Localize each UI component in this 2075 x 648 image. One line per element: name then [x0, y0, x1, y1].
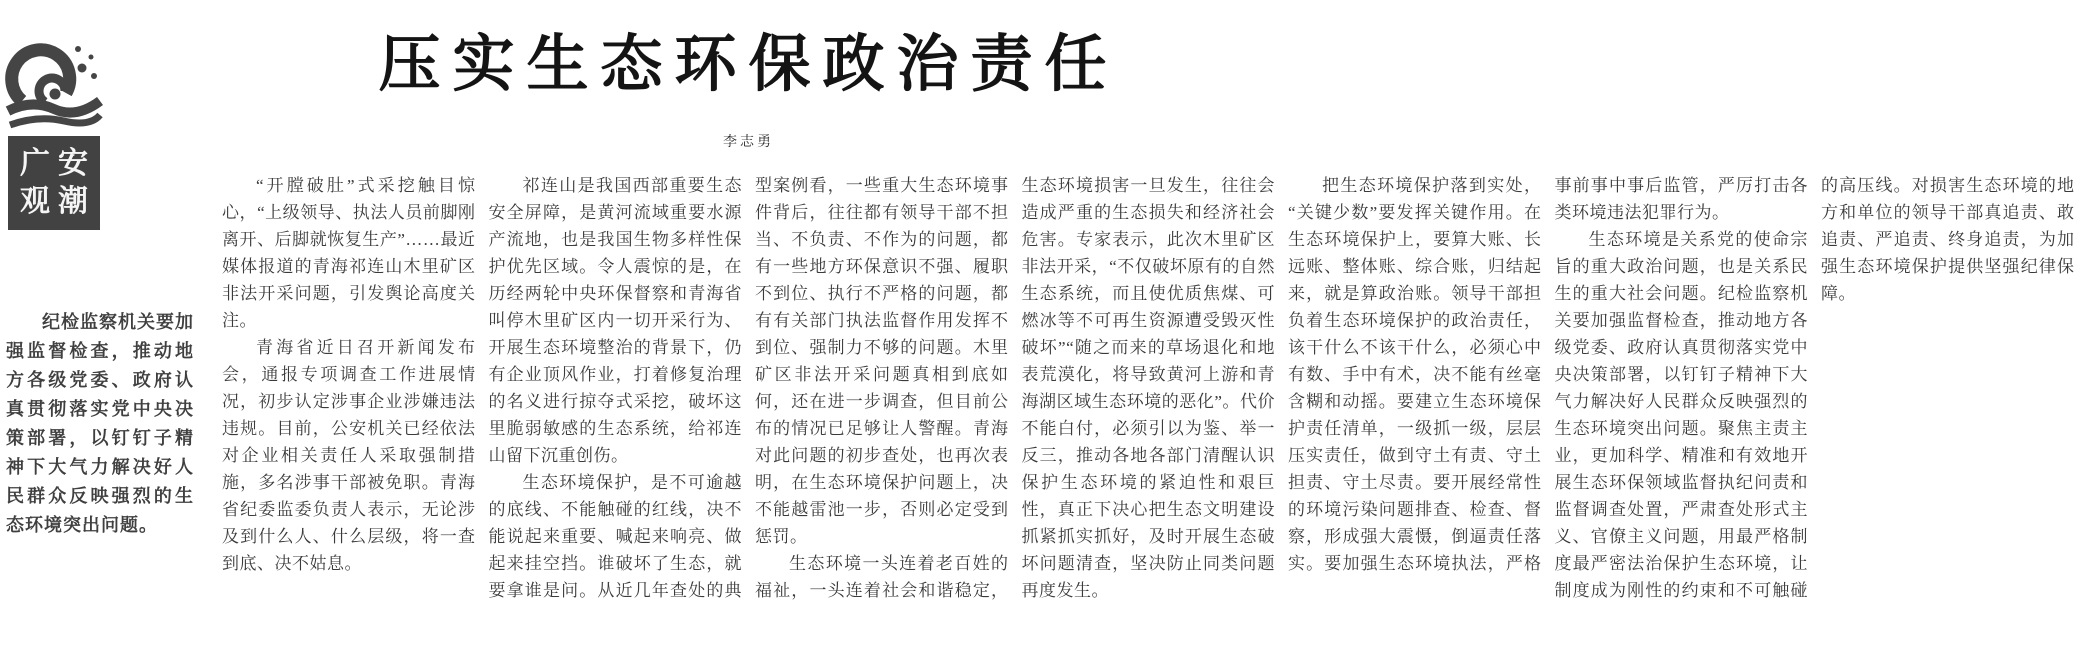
brand-text-line2: 观潮: [20, 185, 96, 218]
article-paragraph: 青海省近日召开新闻发布会，通报专项调查工作进展情况，初步认定涉事企业涉嫌违法违规。目前，公安机关已经依法对企业相关责任人采取强制措施，多名涉事干部被免职。青海省纪委监委负责人表示，无论涉及到什么人、什么层级，将一查到底、决不姑息。: [222, 338, 476, 573]
article-title: 压实生态环保政治责任: [378, 31, 1119, 99]
brand-text-line1: 广安: [20, 147, 96, 180]
article-paragraph: 生态环境是关系党的使命宗旨的重大政治问题，也是关系民生的重大社会问题。纪检监察机关要加强监督检查，推动地方各级党委、政府认真贯彻落实党中央决策部署，以钉钉子精神下大气力解决好人民群众反映强烈的生态环境突出问题。聚焦主责主业，更加科学、精准和有效地开展生态环保领域监督执纪问责和监督调查处置，严肃查处形式主义、官僚主义问题，用最严格制度最严密法治保护生态环境，让制度成为刚性的约束和不可触碰的高压线。对损害生态环境的地方和单位的领导干部真追责、敢追责、严追责、终身追责，为加强生态环境保护提供坚强纪律保障。: [1554, 176, 2075, 600]
article-body: [222, 172, 2075, 620]
intro-blurb: 纪检监察机关要加强监督检查，推动地方各级党委、政府认真贯彻落实党中央决策部署，以钉钉子精神下大气力解决好人民群众反映强烈的生态环境突出问题。: [6, 312, 194, 535]
column-brand: [8, 40, 100, 230]
article-paragraph: 把生态环境保护落到实处，“关键少数”要发挥关键作用。在生态环境保护上，要算大账、长远账、整体账、综合账，归结起来，就是算政治账。领导干部担负着生态环境保护的政治责任，该干什么不该干什么，必须心中有数、手中有术，决不能有丝毫含糊和动摇。要建立生态环境保护责任清单，一级抓一级，层层压实责任，做到守土有责、守土担责、守土尽责。要开展经常性的环境污染问题排查、检查、督察，形成强大震慑，倒逼责任落实。要加强生态环境执法，严格事前事中事后监管，严厉打击各类环境违法犯罪行为。: [1288, 176, 1808, 573]
article-paragraph: 祁连山是我国西部重要生态安全屏障，是黄河流域重要水源产流地，也是我国生物多样性保护优先区域。令人震惊的是，在历经两轮中央环保督察和青海省叫停木里矿区内一切开采行为、开展生态环境整治的背景下，仍有企业顶风作业，打着修复治理的名义进行掠夺式采挖，破坏这里脆弱敏感的生态系统，给祁连山留下沉重创伤。: [488, 176, 742, 465]
article-author: 李志勇: [723, 133, 774, 149]
article-paragraph: 生态环境一头连着老百姓的福祉，一头连着社会和谐稳定，生态环境损害一旦发生，往往会造成严重的生态损失和经济社会危害。专家表示，此次木里矿区非法开采，“不仅破坏原有的自然生态系统，而且使优质焦煤、可燃冰等不可再生资源遭受毁灭性破坏”“随之而来的草场退化和地表荒漠化，将导致黄河上游和青海湖区域生态环境的恶化”。代价不能白付，必须引以为鉴、举一反三，推动各地各部门清醒认识保护生态环境的紧迫性和艰巨性，真正下决心把生态文明建设抓紧抓实抓好，及时开展生态破坏问题清查，坚决防止同类问题再度发生。: [755, 176, 1275, 600]
wave-logo-icon: [8, 40, 100, 134]
article-paragraph: 生态环境保护，是不可逾越的底线、不能触碰的红线，决不能说起来重要、喊起来响亮、做起来挂空挡。谁破坏了生态，就要拿谁是问。从近几年查处的典型案例看，一些重大生态环境事件背后，往往都有领导干部不担当、不负责、不作为的问题，都有一些地方环保意识不强、履职不到位、执行不严格的问题，都有有关部门执法监督作用发挥不到位、强制力不够的问题。木里矿区非法开采问题真相到底如何，还在进一步调查，但目前公布的情况已足够让人警醒。青海对此问题的初步查处，也再次表明，在生态环境保护问题上，决不能越雷池一步，否则必定受到惩罚。: [488, 176, 1009, 600]
article-paragraph: “开膛破肚”式采挖触目惊心，“上级领导、执法人员前脚刚离开、后脚就恢复生产”……最近媒体报道的青海祁连山木里矿区非法开采问题，引发舆论高度关注。: [222, 176, 476, 330]
brand-box: [8, 136, 100, 230]
